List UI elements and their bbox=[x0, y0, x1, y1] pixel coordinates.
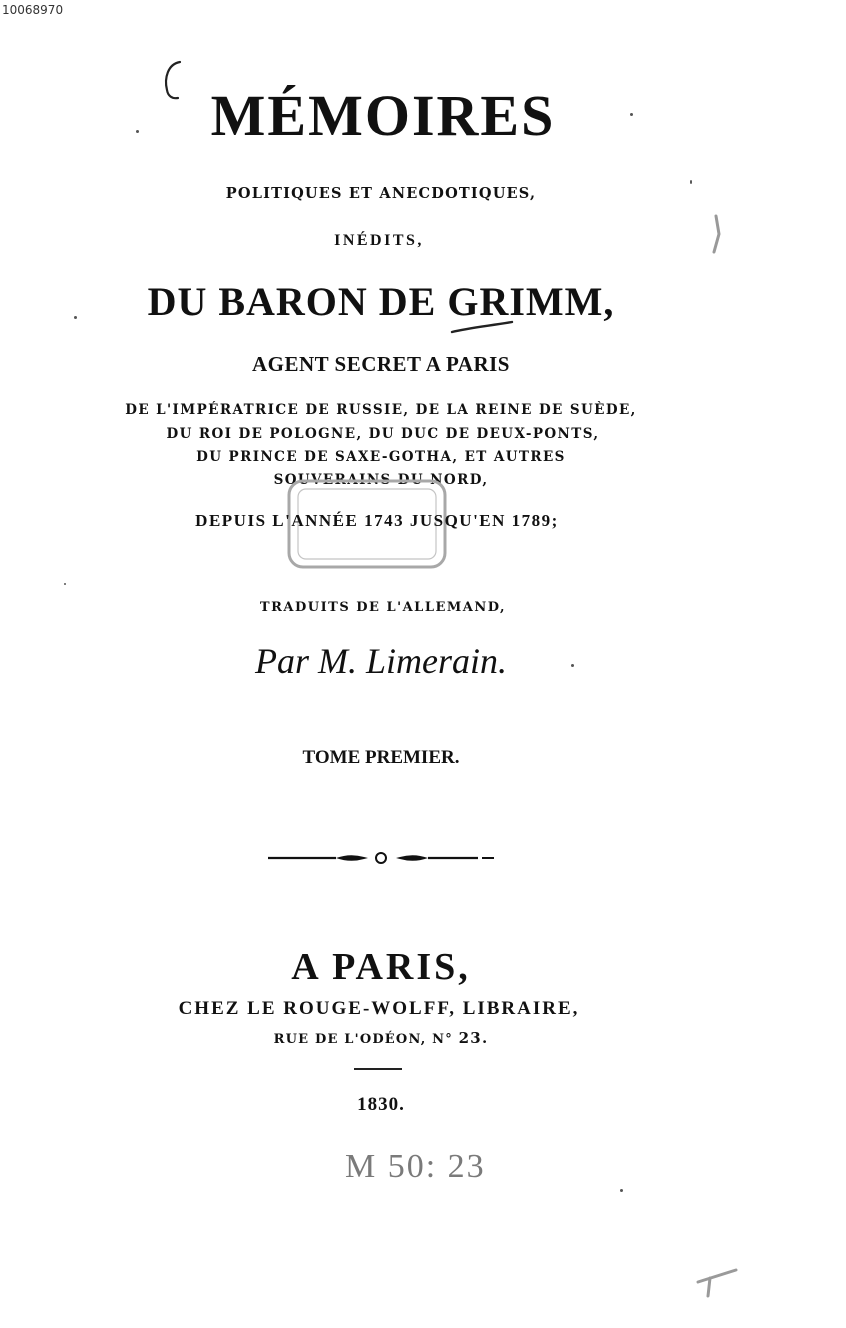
short-rule bbox=[354, 1068, 402, 1070]
catalog-id: 10068970 bbox=[2, 3, 64, 17]
subtitle-unpublished: INÉDITS, bbox=[334, 232, 424, 249]
address-text: RUE DE L'ODÉON, N° bbox=[273, 1032, 453, 1047]
speck bbox=[630, 113, 633, 116]
volume-label: TOME PREMIER. bbox=[302, 747, 460, 768]
author-name: DU BARON DE GRIMM, bbox=[147, 279, 615, 324]
ornament-rule bbox=[268, 848, 496, 868]
speck bbox=[74, 316, 77, 319]
patrons-line-4: SOUVERAINS DU NORD, bbox=[273, 472, 489, 488]
speck bbox=[64, 583, 66, 585]
translator-line: Par M. Limerain. bbox=[255, 641, 507, 681]
city: A PARIS, bbox=[291, 946, 471, 988]
translated-line: TRADUITS DE L'ALLEMAND, bbox=[259, 600, 507, 615]
agent-role: AGENT SECRET A PARIS bbox=[251, 352, 510, 376]
address-number: 23. bbox=[458, 1029, 489, 1047]
speck bbox=[136, 130, 139, 133]
speck bbox=[620, 1189, 623, 1192]
speck bbox=[571, 664, 574, 667]
period-line: DEPUIS L'ANNÉE 1743 JUSQU'EN 1789; bbox=[195, 511, 559, 530]
publisher: CHEZ LE ROUGE-WOLFF, LIBRAIRE, bbox=[178, 998, 580, 1019]
publication-year: 1830. bbox=[357, 1094, 405, 1115]
pen-underline bbox=[448, 318, 518, 338]
speck bbox=[690, 180, 692, 184]
title: MÉMOIRES bbox=[210, 83, 556, 148]
patrons-line-3: DU PRINCE DE SAXE-GOTHA, ET AUTRES bbox=[196, 449, 566, 465]
patrons-line-2: DU ROI DE POLOGNE, DU DUC DE DEUX-PONTS, bbox=[166, 426, 600, 442]
handwritten-shelfmark: M 50: 23 bbox=[345, 1148, 486, 1185]
address bbox=[0, 1029, 804, 1047]
margin-smudge bbox=[708, 214, 724, 258]
subtitle-political: POLITIQUES ET ANECDOTIQUES, bbox=[225, 185, 537, 202]
patrons-line-1: DE L'IMPÉRATRICE DE RUSSIE, DE LA REINE DE SUÈDE, bbox=[125, 402, 637, 418]
corner-smudge bbox=[692, 1262, 742, 1302]
